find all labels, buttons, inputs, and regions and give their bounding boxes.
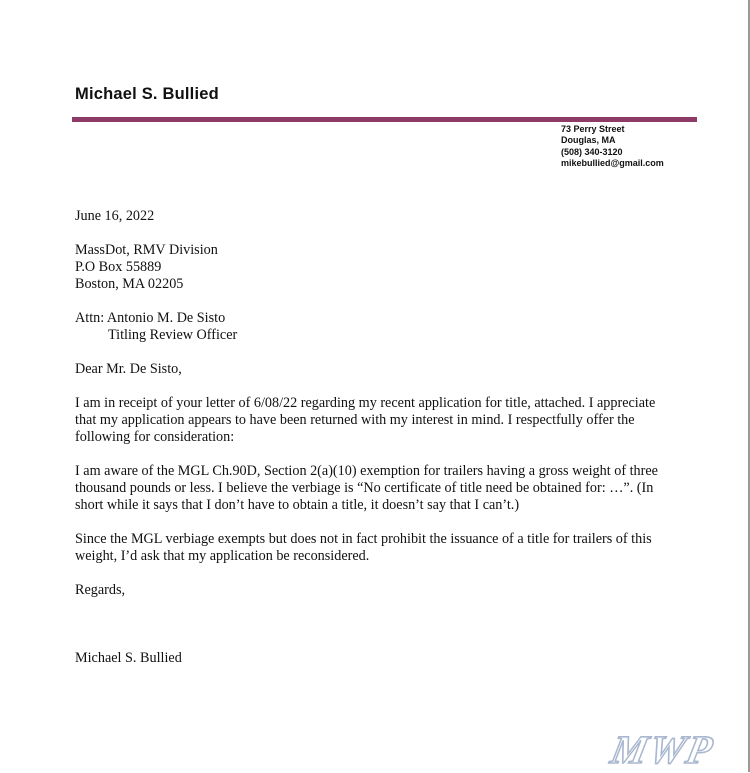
letterhead-address	[561, 124, 664, 169]
address-phone: (508) 340-3120	[561, 146, 623, 157]
paragraph-line: Since the MGL verbiage exempts but does not in fact prohibit the issuance of a title for trailers of this	[75, 531, 652, 547]
paragraph-line: that my application appears to have been returned with my interest in mind. I respectfully offer the	[75, 412, 635, 428]
attn-title: Titling Review Officer	[108, 327, 238, 343]
paragraph-1	[75, 395, 655, 446]
signature-name: Michael S. Bullied	[75, 650, 182, 666]
paragraph-line: I am aware of the MGL Ch.90D, Section 2(a)(10) exemption for trailers having a gross weight of three	[75, 463, 658, 479]
address-email: mikebullied@gmail.com	[561, 157, 664, 168]
paragraph-line: I am in receipt of your letter of 6/08/22 regarding my recent application for title, attached. I appreciate	[75, 395, 656, 411]
paragraph-2	[75, 463, 658, 514]
paragraph-line: short while it says that I don’t have to obtain a title, it doesn’t say that I can’t.)	[75, 497, 520, 513]
recipient-block	[75, 242, 218, 293]
address-street: 73 Perry Street	[561, 124, 625, 134]
paragraph-line: following for consideration:	[75, 429, 235, 445]
attn-line: Attn: Antonio M. De Sisto	[75, 310, 226, 326]
recipient-line: Boston, MA 02205	[75, 276, 184, 292]
paragraph-3	[75, 531, 652, 565]
attention-block	[75, 310, 237, 344]
salutation: Dear Mr. De Sisto,	[75, 361, 182, 377]
recipient-line: MassDot, RMV Division	[75, 242, 218, 258]
paragraph-line: thousand pounds or less. I believe the verbiage is “No certificate of title need be obtained for: …”. (In	[75, 480, 654, 496]
recipient-line: P.O Box 55889	[75, 259, 162, 275]
letter-date: June 16, 2022	[75, 208, 155, 224]
address-city: Douglas, MA	[561, 135, 616, 146]
closing: Regards,	[75, 582, 126, 598]
letterhead-name: Michael S. Bullied	[75, 85, 219, 103]
watermark-logo: MWP	[607, 727, 719, 772]
paragraph-line: weight, I’d ask that my application be reconsidered.	[75, 548, 370, 564]
letterhead-rule	[72, 117, 697, 122]
